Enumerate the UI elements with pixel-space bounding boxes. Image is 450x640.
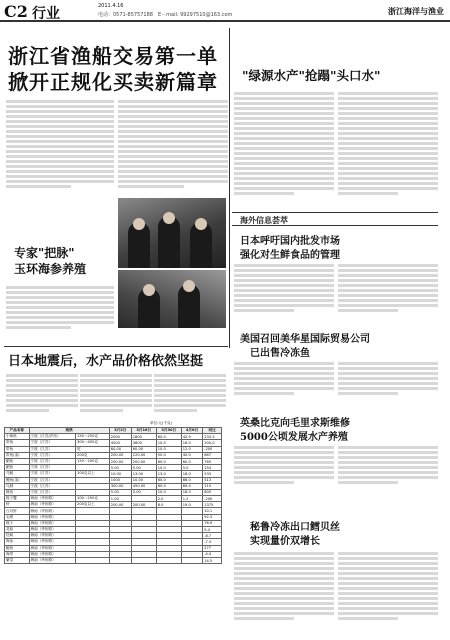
issue-date: 2011.4.16	[98, 3, 124, 9]
green-headline: "绿源水产"抢蹋"头口水"	[242, 68, 381, 83]
table-cell: 14.5	[203, 557, 222, 563]
table-cell: 鳗鱼(冻)	[5, 477, 30, 483]
table-cell: 8.0	[156, 502, 181, 508]
section-name: 行业	[32, 6, 60, 22]
table-cell: 769	[203, 458, 222, 464]
uk-body-col1	[234, 444, 334, 494]
table-cell: 200克以上	[76, 502, 110, 508]
table-cell: 宁波（江苏）	[29, 452, 76, 458]
table-cell: 150～250克	[76, 434, 110, 440]
peru-headline-2: 实现量价双增长	[250, 536, 320, 547]
table-header-cell: 3月2日	[109, 428, 131, 434]
table-cell: 19.0	[181, 502, 202, 508]
japan-body-col1	[234, 262, 334, 322]
table-cell: 5.00	[109, 489, 131, 495]
table-cell: 宁波（江苏）	[29, 446, 76, 452]
table-cell: 10.00	[109, 471, 131, 477]
table-cell: 宁波（江苏）	[29, 458, 76, 464]
table-cell: -7.3	[203, 539, 222, 545]
table-cell: 10.00	[131, 477, 156, 483]
table-cell: 尾	[76, 446, 110, 452]
table-cell: 海南（华侨路）	[29, 527, 76, 533]
table-cell: 277	[203, 545, 222, 551]
table-cell: 花蛤	[5, 527, 30, 533]
table-cell: 154	[203, 465, 222, 471]
us-body-col1	[234, 360, 334, 406]
table-row	[5, 557, 222, 563]
green-body-col2	[338, 90, 438, 208]
table-cell: 200.00	[109, 452, 131, 458]
peru-body-col1	[234, 550, 334, 634]
table-cell: 60.0	[156, 458, 181, 464]
table-cell: 海南（华侨路）	[29, 502, 76, 508]
table-cell: 1.00	[109, 496, 131, 502]
table-cell: 800	[203, 489, 222, 495]
table-cell: 60.0	[181, 458, 202, 464]
table-cell: 宁波（江苏）	[29, 477, 76, 483]
table-cell: 533	[203, 471, 222, 477]
uk-body-col2	[338, 444, 438, 494]
section-divider	[4, 346, 228, 347]
table-cell	[181, 557, 202, 563]
table-cell: 马鲛	[5, 471, 30, 477]
table-cell: 300.00	[109, 483, 131, 489]
table-cell: 宁波（江苏）	[29, 471, 76, 477]
table-cell: 1375	[203, 502, 222, 508]
table-cell: 2000	[109, 434, 131, 440]
table-cell: 鲳鱼	[5, 465, 30, 471]
table-cell: 海南（华侨路）	[29, 496, 76, 502]
table-cell: 乌贼	[5, 483, 30, 489]
table-cell: 鲳鱼	[5, 458, 30, 464]
table-cell: 12.0	[181, 446, 202, 452]
main-body-col1	[6, 98, 114, 194]
table-cell: 200.00	[109, 458, 131, 464]
table-cell: 200.0	[203, 440, 222, 446]
table-cell: 海南（华侨路）	[29, 514, 76, 520]
main-headline-2: 掀开正规化买卖新篇章	[8, 70, 218, 94]
table-cell: 40.0	[181, 452, 202, 458]
table-cell: 宁波（江苏）	[29, 465, 76, 471]
contact-info: 电话：0571-85757188 E－mail: 99297510@163.com	[98, 12, 233, 18]
news-photo-inspection	[118, 270, 226, 328]
table-cell: 60.0	[156, 434, 181, 440]
table-cell: -4.4	[203, 551, 222, 557]
table-cell: 海南（华侨路）	[29, 557, 76, 563]
quake-body-col2	[80, 372, 152, 422]
japan-headline-2: 强化对生鲜食品的管理	[240, 250, 340, 261]
table-header-cell: 规格	[29, 428, 109, 434]
table-cell: 60.00	[109, 446, 131, 452]
table-cell: 1800	[131, 434, 156, 440]
us-headline-2: 已出售冷冻鱼	[250, 348, 310, 359]
quake-body-col1	[6, 372, 78, 422]
table-cell: 18.0	[181, 471, 202, 477]
green-body-col1	[234, 90, 334, 208]
table-cell: 5.0	[181, 465, 202, 471]
table-cell: 50.0	[156, 452, 181, 458]
table-cell: -200	[203, 446, 222, 452]
expert-body	[6, 284, 114, 342]
page-header	[0, 0, 450, 22]
table-cell: 宁波（江苏）	[29, 489, 76, 495]
column-divider	[229, 28, 230, 348]
table-cell: 3800	[131, 440, 156, 446]
table-cell: 宁波（江苏/沪站）	[29, 434, 76, 440]
table-cell: 带鱼(冻)	[5, 452, 30, 458]
table-cell: 毛蚶	[5, 514, 30, 520]
table-cell: 60.0	[156, 477, 181, 483]
table-cell: 海南（华侨路）	[29, 545, 76, 551]
table-header-cell: 同比	[203, 428, 222, 434]
table-cell: 海带	[5, 551, 30, 557]
table-cell: 92.3	[203, 514, 222, 520]
table-cell: 带鱼	[5, 440, 30, 446]
quake-headline: 日本地震后，水产品价格依然坚挺	[8, 354, 204, 369]
table-header-cell: 3月16日	[131, 428, 156, 434]
main-headline-1: 浙江省渔船交易第一单	[8, 44, 218, 68]
table-cell: 海南（华侨路）	[29, 539, 76, 545]
table-cell: 76.9	[203, 520, 222, 526]
table-cell: 60.0	[156, 483, 181, 489]
table-cell: -200	[203, 496, 222, 502]
table-cell: 小黄鱼	[5, 434, 30, 440]
table-cell: 5.00	[131, 465, 156, 471]
table-header-cell: 4月6日	[181, 428, 202, 434]
price-table	[4, 427, 222, 564]
table-cell: 10.0	[156, 446, 181, 452]
table-cell: 带鱼	[5, 446, 30, 452]
us-body-col2	[338, 360, 438, 406]
paper-title: 浙江海洋与渔业	[388, 7, 444, 16]
table-cell: 100～200克	[76, 496, 110, 502]
table-cell: 13.00	[131, 471, 156, 477]
table-cell: 13.0	[156, 471, 181, 477]
table-cell: 蛏子	[5, 520, 30, 526]
table-cell	[131, 557, 156, 563]
table-cell: -8.7	[203, 533, 222, 539]
table-cell: 白对虾	[5, 508, 30, 514]
table-cell: 667	[203, 452, 222, 458]
table-cell: 2.0	[156, 496, 181, 502]
photo-caption-2: 玉环海参养殖	[14, 262, 87, 276]
section-code: C2	[4, 2, 28, 21]
table-cell: 海南（华侨路）	[29, 533, 76, 539]
table-cell: 66.0	[181, 477, 202, 483]
table-cell	[76, 557, 110, 563]
news-photo-fishermen	[118, 198, 226, 268]
table-cell: 100克以上	[76, 471, 110, 477]
table-cell: 梭子蟹	[5, 496, 30, 502]
table-cell: 5.00	[109, 465, 131, 471]
table-cell: 宁波（江苏）	[29, 440, 76, 446]
info-section-banner	[232, 212, 438, 226]
japan-body-col2	[338, 262, 438, 322]
table-cell: 120.00	[131, 452, 156, 458]
table-cell: 5.00	[131, 489, 156, 495]
table-cell: 1.2	[181, 496, 202, 502]
table-cell	[156, 557, 181, 563]
main-body-col2	[118, 98, 228, 194]
table-cell: 115	[203, 483, 222, 489]
table-cell: 200克	[76, 452, 110, 458]
table-cell: 200.00	[109, 502, 131, 508]
uk-headline-1: 英桑比克向毛里求斯维修	[240, 418, 350, 429]
table-cell: 海参	[5, 539, 30, 545]
table-header-cell: 产品名称	[5, 428, 30, 434]
uk-headline-2: 5000公顷发展水产养殖	[240, 432, 348, 443]
table-cell: 60.00	[131, 446, 156, 452]
table-cell: 10.1	[203, 508, 222, 514]
japan-headline-1: 日本呼吁国内批发市场	[240, 236, 340, 247]
table-cell: 450.00	[131, 483, 156, 489]
table-cell: 宁波（江苏）	[29, 483, 76, 489]
table-cell: 16.0	[181, 440, 202, 446]
table-cell: 海南（华侨路）	[29, 551, 76, 557]
table-cell: 200.00	[131, 502, 156, 508]
table-cell: 513	[203, 477, 222, 483]
table-cell: 紫菜	[5, 557, 30, 563]
table-cell: 42.9	[181, 434, 202, 440]
table-cell: 4000	[109, 440, 131, 446]
table-cell: 5.4	[203, 527, 222, 533]
table-cell: 300～400克	[76, 440, 110, 446]
table-cell: 18.0	[181, 489, 202, 495]
table-cell: 10.0	[156, 440, 181, 446]
table-cell: 海南（华侨路）	[29, 520, 76, 526]
table-cell: 虾	[5, 502, 30, 508]
table-cell: 鱿鱼	[5, 489, 30, 495]
peru-body-col2	[338, 550, 438, 634]
peru-headline-1: 秘鲁冷冻出口鳕贝丝	[250, 522, 340, 533]
info-section-title: 海外信息荟萃	[240, 216, 288, 225]
photo-caption-1: 专家"把脉"	[14, 246, 75, 260]
table-cell: 69.0	[181, 483, 202, 489]
table-cell	[109, 557, 131, 563]
table-cell: 150～200克	[76, 458, 110, 464]
table-cell: 鲍鱼	[5, 545, 30, 551]
table-cell: 10.0	[156, 489, 181, 495]
table-cell: 牡蛎	[5, 533, 30, 539]
us-headline-1: 美国召回美华星国际贸易公司	[240, 334, 370, 345]
table-cell: 海南（华侨路）	[29, 508, 76, 514]
table-unit-note: 单位:元(千克)	[150, 421, 172, 425]
quake-body-col3	[154, 372, 226, 422]
table-cell: 1000	[109, 477, 131, 483]
table-cell: 200.00	[131, 458, 156, 464]
table-header-cell: 3月30日	[156, 428, 181, 434]
table-cell: 233.3	[203, 434, 222, 440]
table-cell: 10.0	[156, 465, 181, 471]
